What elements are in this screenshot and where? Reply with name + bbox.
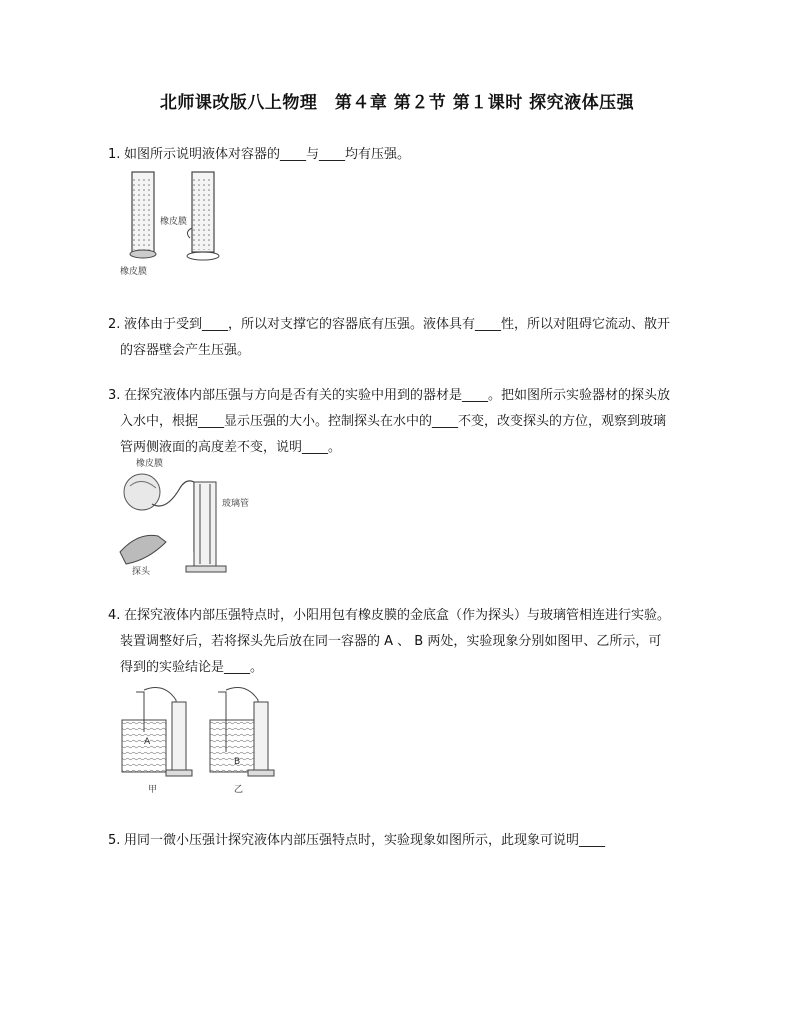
figure-4-experiments bbox=[114, 684, 280, 796]
question-text: 入水中，根据____显示压强的大小。控制探头在水中的____不变，改变探头的方位，观察到玻璃 bbox=[120, 414, 667, 429]
question-text: 在探究液体内部压强特点时，小阳用包有橡皮膜的金底盒（作为探头）与玻璃管相连进行实验。 bbox=[124, 608, 671, 623]
question-text: 用同一微小压强计探究液体内部压强特点时，实验现象如图所示，此现象可说明____ bbox=[124, 833, 606, 848]
figure-label: 橡皮膜 bbox=[136, 459, 164, 469]
figure-label: 橡皮膜 bbox=[160, 217, 188, 227]
question-text: 装置调整好后，若将探头先后放在同一容器的 A 、 B 两处，实验现象分别如图甲、乙所示，可 bbox=[120, 634, 662, 649]
question-number: 2. bbox=[108, 317, 121, 332]
question-text: 管两侧液面的高度差不变，说明____。 bbox=[120, 440, 342, 455]
question-number: 5. bbox=[108, 833, 121, 848]
figure-label: B bbox=[234, 757, 241, 767]
question-text: 液体由于受到____，所以对支撑它的容器底有压强。液体具有____性，所以对阻碍它流动、散开 bbox=[124, 317, 671, 332]
figure-1-tubes bbox=[112, 168, 232, 280]
figure-label: 橡皮膜 bbox=[120, 267, 148, 277]
question-2 bbox=[108, 312, 708, 364]
question-number: 1. bbox=[108, 147, 121, 162]
question-text: 的容器壁会产生压强。 bbox=[120, 343, 251, 358]
question-text: 如图所示说明液体对容器的____与____均有压强。 bbox=[124, 147, 411, 162]
question-3 bbox=[108, 383, 708, 461]
page-title: 北师课改版八上物理 第４章 第２节 第１课时 探究液体压强 bbox=[159, 93, 635, 113]
figure-3-manometer bbox=[112, 456, 262, 578]
question-number: 3. bbox=[108, 388, 121, 403]
figure-label: A bbox=[144, 737, 151, 747]
figure-label: 探头 bbox=[132, 567, 151, 577]
question-text: 在探究液体内部压强与方向是否有关的实验中用到的器材是____。把如图所示实验器材的探头放 bbox=[124, 388, 671, 403]
question-number: 4. bbox=[108, 608, 121, 623]
figure-caption: 乙 bbox=[234, 785, 244, 795]
question-text: 得到的实验结论是____。 bbox=[120, 660, 264, 675]
figure-caption: 甲 bbox=[148, 785, 158, 795]
question-4 bbox=[108, 603, 708, 681]
figure-label: 玻璃管 bbox=[222, 499, 250, 509]
question-5 bbox=[108, 828, 708, 854]
question-1 bbox=[108, 142, 708, 168]
